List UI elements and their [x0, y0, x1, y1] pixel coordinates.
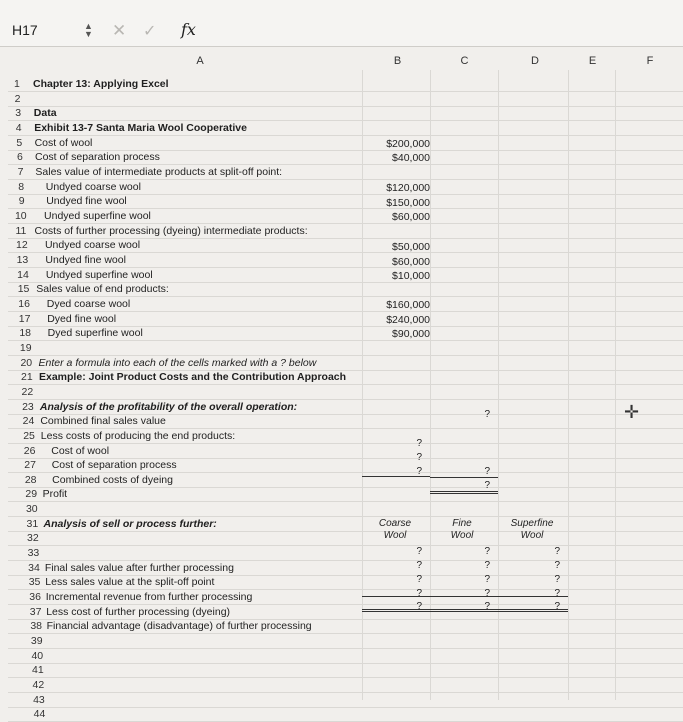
c29-double-underline [430, 491, 498, 492]
row-header[interactable]: 37 [29, 605, 42, 618]
header-coarse-wool: Coarse Wool [378, 518, 412, 541]
cell-d35[interactable]: ? [554, 560, 560, 571]
cell-a38[interactable]: Financial advantage (disadvantage) of further processing [46, 620, 312, 633]
header-fine-wool: Fine Wool [450, 518, 474, 541]
row-header[interactable]: 39 [30, 635, 43, 648]
d37-underline [498, 596, 568, 597]
cell-a31[interactable]: Analysis of sell or process further: [43, 517, 217, 530]
c38-double-underline [430, 609, 498, 610]
cell-b35[interactable]: ? [416, 560, 422, 571]
cell-a36[interactable]: Incremental revenue from further processing [45, 591, 253, 604]
column-header-d[interactable]: D [531, 55, 539, 67]
row-header[interactable]: 17 [18, 312, 31, 325]
cell-b17[interactable]: $240,000 [386, 314, 430, 326]
cell-b37[interactable]: ? [416, 588, 422, 599]
row-header[interactable]: 25 [23, 429, 35, 442]
formula-bar [0, 0, 683, 47]
row-header[interactable]: 21 [21, 371, 33, 384]
cell-b26[interactable]: ? [416, 438, 422, 449]
cell-a20[interactable]: Enter a formula into each of the cells marked with a ? below [38, 356, 317, 369]
row-header[interactable]: 26 [23, 444, 36, 457]
c28-underline [430, 477, 498, 478]
b38-double-underline-2 [362, 611, 430, 612]
cell-b28[interactable]: ? [416, 466, 422, 477]
d38-double-underline-2 [498, 611, 568, 612]
row-header[interactable]: 31 [26, 517, 39, 530]
row-header[interactable]: 1 [14, 78, 20, 90]
column-header-a[interactable]: A [196, 55, 204, 67]
row-header[interactable]: 11 [15, 224, 27, 237]
row-header[interactable]: 16 [18, 297, 30, 310]
row-header[interactable]: 34 [28, 561, 40, 574]
row-header[interactable]: 30 [25, 503, 38, 516]
row-header[interactable]: 9 [18, 195, 25, 208]
row-header[interactable]: 5 [16, 136, 23, 149]
cell-b18[interactable]: $90,000 [392, 328, 430, 340]
cell-a27[interactable]: Cost of separation process [51, 459, 177, 472]
row-header[interactable]: 43 [33, 693, 45, 706]
cell-a35[interactable]: Less sales value at the split-off point [45, 576, 215, 589]
fx-label[interactable]: fx [181, 20, 196, 39]
row-header[interactable]: 36 [29, 591, 41, 604]
cell-a12[interactable]: Undyed coarse wool [44, 239, 141, 252]
cell-d38[interactable]: ? [554, 601, 560, 612]
row-header[interactable]: 10 [14, 209, 27, 222]
row-header[interactable]: 44 [33, 708, 46, 721]
row-header[interactable]: 3 [15, 107, 22, 120]
row-header[interactable]: 18 [19, 327, 32, 340]
cell-a37[interactable]: Less cost of further processing (dyeing) [46, 605, 231, 618]
cell-c28[interactable]: ? [484, 466, 490, 477]
row-header[interactable]: 2 [14, 92, 21, 105]
b28-underline [362, 476, 430, 477]
cell-b12[interactable]: $50,000 [392, 241, 430, 253]
column-header-c[interactable]: C [460, 55, 469, 67]
cell-a7[interactable]: Sales value of intermediate products at split-off point: [35, 165, 283, 178]
c37-underline [430, 596, 498, 597]
cell-d37[interactable]: ? [554, 588, 560, 599]
d38-double-underline [498, 609, 568, 610]
sheet-grid[interactable] [0, 70, 683, 721]
cell-d34[interactable]: ? [554, 546, 560, 557]
cell-a23[interactable]: Analysis of the profitability of the overall operation: [39, 400, 298, 413]
cell-d36[interactable]: ? [554, 574, 560, 585]
cell-b9[interactable]: $150,000 [386, 197, 430, 209]
cell-c36[interactable]: ? [484, 574, 490, 585]
cell-a11[interactable]: Costs of further processing (dyeing) intermediate products: [34, 224, 308, 237]
row-header[interactable]: 41 [32, 664, 44, 677]
cell-b5[interactable]: $200,000 [386, 138, 430, 150]
cell-b34[interactable]: ? [416, 546, 422, 557]
cell-a10[interactable]: Undyed superfine wool [44, 209, 151, 222]
row-header[interactable]: 20 [20, 356, 33, 369]
c29-double-underline-2 [430, 493, 498, 494]
row-header[interactable]: 24 [22, 415, 35, 428]
row-header[interactable]: 28 [24, 473, 37, 486]
plus-cursor-icon: ✛ [624, 402, 640, 422]
cell-a5[interactable]: Cost of wool [34, 136, 93, 149]
cell-a18[interactable]: Dyed superfine wool [47, 327, 143, 340]
row-header[interactable]: 8 [18, 180, 25, 193]
cell-c38[interactable]: ? [484, 601, 490, 612]
cell-c34[interactable]: ? [484, 546, 490, 557]
cell-a24[interactable]: Combined final sales value [40, 415, 166, 428]
cell-a16[interactable]: Dyed coarse wool [46, 297, 131, 310]
cell-a14[interactable]: Undyed superfine wool [45, 268, 153, 281]
name-box-stepper-icon[interactable]: ▲ ▼ [84, 21, 93, 39]
cell-b14[interactable]: $10,000 [392, 270, 430, 282]
row-header[interactable]: 13 [16, 253, 29, 266]
cell-a3[interactable]: Data [33, 107, 57, 120]
column-header-f[interactable]: F [646, 55, 654, 67]
cell-a26[interactable]: Cost of wool [51, 444, 110, 457]
cell-a21[interactable]: Example: Joint Product Costs and the Contribution Approach [39, 371, 347, 384]
cell-a9[interactable]: Undyed fine wool [46, 195, 127, 208]
cell-b27[interactable]: ? [416, 452, 422, 463]
row-header[interactable]: 29 [25, 488, 38, 501]
row-header[interactable]: 4 [15, 121, 22, 134]
cell-a29[interactable]: Profit [42, 488, 68, 501]
row-header[interactable]: 33 [27, 547, 40, 560]
cell-b8[interactable]: $120,000 [386, 182, 430, 194]
cell-b36[interactable]: ? [416, 574, 422, 585]
cell-b16[interactable]: $160,000 [386, 299, 430, 311]
cell-a15[interactable]: Sales value of end products: [36, 283, 169, 296]
row-header[interactable]: 15 [17, 283, 30, 296]
column-header-e[interactable]: E [588, 55, 597, 67]
cell-c35[interactable]: ? [484, 560, 490, 571]
cell-b13[interactable]: $60,000 [392, 256, 430, 268]
cell-b6[interactable]: $40,000 [392, 152, 430, 164]
row-header[interactable]: 27 [24, 459, 36, 472]
b38-double-underline [362, 609, 430, 610]
row-header[interactable]: 7 [17, 165, 24, 178]
b37-underline [362, 596, 430, 597]
row-header[interactable]: 12 [16, 239, 28, 252]
cell-a13[interactable]: Undyed fine wool [45, 253, 126, 266]
cell-c29[interactable]: ? [484, 480, 490, 491]
cell-a4[interactable]: Exhibit 13-7 Santa Maria Wool Cooperative [34, 121, 247, 134]
cell-c24[interactable]: ? [484, 409, 490, 420]
cell-b38[interactable]: ? [416, 601, 422, 612]
enter-check-icon[interactable]: ✓ [143, 23, 157, 40]
cell-a1[interactable]: Chapter 13: Applying Excel [33, 78, 169, 90]
row-header[interactable]: 19 [19, 341, 32, 354]
cell-a28[interactable]: Combined costs of dyeing [52, 473, 173, 486]
row-header[interactable]: 32 [27, 532, 39, 545]
row-header[interactable]: 6 [17, 151, 23, 164]
cell-a8[interactable]: Undyed coarse wool [45, 180, 141, 193]
row-header[interactable]: 35 [28, 576, 41, 589]
row-header[interactable]: 22 [21, 385, 34, 398]
row-header[interactable]: 40 [31, 649, 44, 662]
cell-a34[interactable]: Final sales value after further processing [44, 561, 234, 574]
cell-a17[interactable]: Dyed fine wool [47, 312, 117, 325]
row-header[interactable]: 42 [32, 679, 45, 692]
c38-double-underline-2 [430, 611, 498, 612]
cell-b10[interactable]: $60,000 [392, 211, 430, 223]
cell-a25[interactable]: Less costs of producing the end products: [40, 429, 236, 442]
name-box[interactable]: H17 [12, 22, 38, 38]
cancel-icon[interactable]: ✕ [112, 21, 127, 40]
cell-a6[interactable]: Cost of separation process [35, 151, 160, 164]
row-header[interactable]: 14 [17, 268, 29, 281]
header-superfine-wool: Superfine Wool [510, 518, 554, 541]
cell-c37[interactable]: ? [484, 588, 490, 599]
row-header[interactable]: 38 [30, 620, 43, 633]
row-header[interactable]: 23 [22, 400, 34, 413]
column-header-b[interactable]: B [393, 55, 402, 67]
